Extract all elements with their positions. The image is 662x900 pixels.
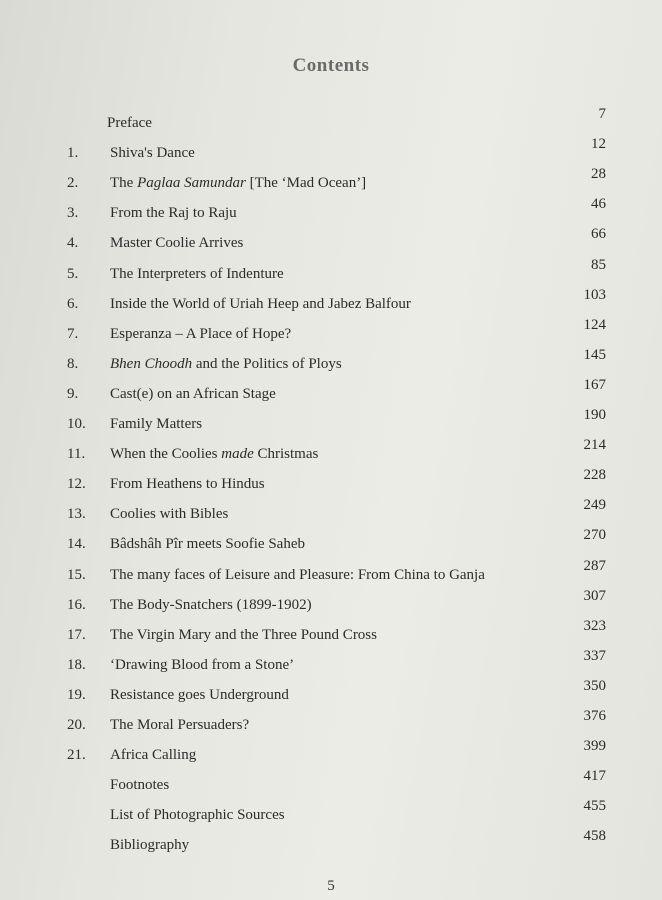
page-reference: 28: [591, 166, 606, 183]
page-reference: 287: [583, 557, 606, 574]
chapter-title-part: [The ‘Mad Ocean’]: [245, 175, 367, 192]
chapter-title: Footnotes: [110, 777, 170, 794]
toc-entry: [0, 376, 662, 408]
page-reference: 307: [583, 587, 606, 604]
toc-entry: [0, 106, 662, 137]
chapter-title: From Heathens to Hindus: [110, 476, 265, 493]
chapter-number: 8.: [67, 355, 79, 372]
page-reference: 12: [591, 136, 606, 153]
toc-entry: [0, 286, 662, 318]
chapter-number: 3.: [67, 205, 79, 222]
toc-entry: [0, 647, 662, 679]
toc-entry: [0, 798, 662, 829]
toc-entry: [0, 497, 662, 528]
toc-entry: [0, 828, 662, 859]
page-reference: 190: [583, 407, 606, 423]
page-reference: 124: [583, 316, 606, 333]
page-reference: 145: [583, 346, 606, 363]
toc-entry: [0, 316, 662, 348]
chapter-title-part: Christmas: [253, 446, 319, 463]
page-reference: 103: [583, 286, 606, 303]
chapter-title: The Body-Snatchers (1899-1902): [110, 596, 312, 613]
toc-entry: [0, 136, 662, 167]
chapter-number: 4.: [67, 235, 79, 252]
chapter-number: 20.: [67, 717, 86, 733]
toc-entry: [0, 407, 662, 438]
chapter-number: 21.: [67, 747, 86, 764]
chapter-title-part: and the Politics of Ploys: [192, 355, 342, 372]
chapter-title: [110, 356, 342, 373]
toc-entry: [0, 617, 662, 649]
page-reference: 214: [583, 437, 606, 454]
page-reference: 7: [598, 106, 606, 122]
page-reference: 376: [583, 708, 606, 724]
chapter-number: 14.: [67, 536, 86, 553]
chapter-title: Bibliography: [110, 837, 190, 854]
chapter-title: Africa Calling: [110, 747, 197, 764]
page-reference: 323: [583, 617, 606, 634]
page-reference: 350: [583, 677, 606, 694]
chapter-number: 1.: [67, 145, 79, 162]
toc-entry: [0, 677, 662, 709]
page-reference: 249: [583, 497, 606, 514]
chapter-title: Coolies with Bibles: [110, 506, 229, 523]
chapter-title: Bâdshâh Pîr meets Soofie Saheb: [110, 536, 305, 553]
chapter-number: 7.: [67, 325, 79, 342]
toc-entry: [0, 226, 662, 257]
chapter-number: 18.: [67, 656, 86, 673]
chapter-title: Preface: [107, 115, 152, 131]
toc-entry: [0, 527, 662, 558]
chapter-number: 2.: [67, 175, 79, 192]
chapter-title: List of Photographic Sources: [110, 807, 285, 824]
page-reference: 399: [583, 738, 606, 755]
page-title: Contents: [292, 55, 370, 76]
page-reference: 270: [583, 527, 606, 544]
toc-entry: [0, 738, 662, 769]
chapter-title-part: When the Coolies: [110, 446, 222, 463]
page-reference: 85: [591, 256, 606, 273]
page-reference: 455: [583, 798, 606, 815]
chapter-title: The many faces of Leisure and Pleasure: From China to Ganja: [110, 566, 485, 583]
chapter-title: Inside the World of Uriah Heep and Jabez Balfour: [110, 295, 411, 312]
chapter-number: 11.: [67, 446, 86, 463]
toc-entry: [0, 196, 662, 227]
chapter-number: 10.: [67, 416, 86, 432]
chapter-title: The Virgin Mary and the Three Pound Cross: [110, 626, 377, 643]
chapter-title: Resistance goes Underground: [110, 686, 289, 703]
chapter-title: Family Matters: [110, 416, 203, 432]
chapter-number: 16.: [67, 596, 86, 613]
page-reference: 417: [583, 768, 606, 785]
chapter-title: [110, 175, 366, 192]
toc-entry: [0, 256, 662, 288]
chapter-number: 5.: [67, 265, 79, 282]
chapter-title: [110, 446, 318, 463]
chapter-number: 13.: [67, 506, 86, 523]
toc-entry: [0, 437, 662, 468]
page-reference: 167: [583, 376, 606, 393]
chapter-title: ‘Drawing Blood from a Stone’: [110, 656, 295, 673]
toc-entry: [0, 587, 662, 619]
toc-entry: [0, 166, 662, 197]
page-reference: 337: [583, 647, 606, 664]
chapter-title: Cast(e) on an African Stage: [110, 385, 276, 402]
chapter-number: 6.: [67, 295, 79, 312]
chapter-title: Shiva's Dance: [110, 145, 195, 162]
toc-entry: [0, 708, 662, 739]
page-reference: 458: [583, 828, 606, 845]
chapter-title: The Interpreters of Indenture: [110, 265, 284, 282]
page-number: 5: [327, 878, 335, 894]
toc-entry: [0, 557, 662, 589]
toc-entry: [0, 467, 662, 498]
chapter-title-part: The: [110, 175, 138, 192]
chapter-number: 15.: [67, 566, 86, 583]
page-reference: 66: [591, 226, 606, 243]
chapter-title-italic: Paglaa Samundar: [137, 175, 246, 192]
page-reference: 46: [591, 196, 606, 213]
chapter-number: 17.: [67, 626, 86, 643]
chapter-title-italic: made: [221, 446, 254, 463]
chapter-title-italic: Bhen Choodh: [110, 355, 193, 372]
chapter-title: Esperanza – A Place of Hope?: [110, 325, 292, 342]
page-reference: 228: [583, 467, 606, 484]
chapter-title: The Moral Persuaders?: [110, 717, 250, 733]
chapter-number: 12.: [67, 476, 86, 493]
chapter-number: 9.: [67, 385, 79, 402]
toc-entry: [0, 346, 662, 378]
chapter-title: Master Coolie Arrives: [110, 235, 244, 252]
chapter-title: From the Raj to Raju: [110, 205, 237, 222]
toc-entry: [0, 768, 662, 799]
chapter-number: 19.: [67, 686, 86, 703]
